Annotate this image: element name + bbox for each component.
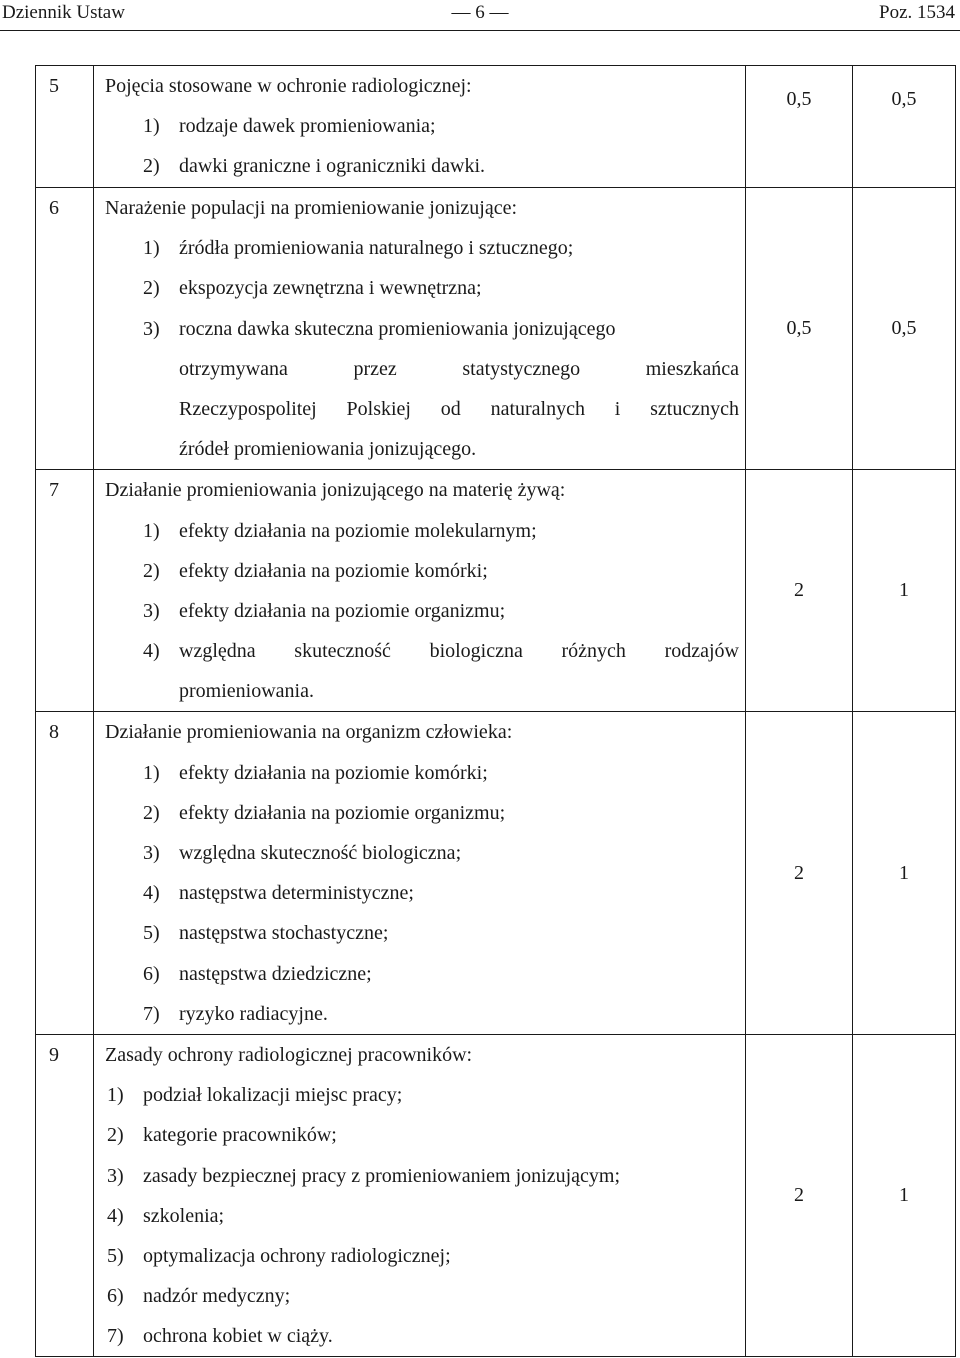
list-item — [105, 994, 739, 1034]
item-text: nadzór medyczny; — [143, 1285, 291, 1308]
topic-title: Narażenie populacji na promieniowanie jonizujące: — [105, 197, 518, 219]
hours-value-1: 2 — [746, 1034, 853, 1357]
hours-value-2: 0,5 — [853, 66, 956, 188]
item-marker: 1) — [143, 115, 160, 138]
item-marker: 2) — [143, 801, 160, 824]
row-topic — [94, 470, 746, 712]
item-text: rodzaje dawek promieniowania; — [179, 115, 436, 138]
item-marker: 3) — [143, 599, 160, 622]
topic-title: Zasady ochrony radiologicznej pracowników: — [105, 1043, 473, 1066]
item-marker: 3) — [143, 842, 160, 864]
item-marker: 1) — [143, 519, 160, 542]
item-marker: 4) — [107, 1204, 124, 1227]
item-text: ekspozycja zewnętrzna i wewnętrzna; — [179, 277, 482, 300]
row-topic — [94, 712, 746, 1035]
item-text: ochrona kobiet w ciąży. — [143, 1325, 333, 1348]
hours-value-2: 1 — [853, 1034, 956, 1357]
item-marker: 2) — [143, 155, 160, 178]
list-item — [105, 511, 739, 551]
hours-value-1: 2 — [746, 712, 853, 1035]
journal-name: Dziennik Ustaw — [2, 2, 125, 23]
item-text: efekty działania na poziomie komórki; — [179, 559, 488, 582]
list-item — [105, 1236, 739, 1276]
table-row — [36, 66, 956, 188]
item-marker: 1) — [107, 1084, 124, 1107]
row-number: 7 — [36, 470, 94, 712]
item-text: efekty działania na poziomie organizmu; — [179, 801, 506, 824]
item-text: względna skuteczność biologiczna różnych rodzajów — [179, 640, 739, 663]
item-text: kategorie pracowników; — [143, 1124, 337, 1147]
hours-value-2: 0,5 — [853, 188, 956, 470]
list-item — [105, 873, 739, 913]
item-marker: 7) — [107, 1325, 124, 1348]
list-item — [105, 913, 739, 953]
item-marker: 3) — [107, 1164, 124, 1187]
list-item — [105, 228, 739, 268]
list-item — [105, 268, 739, 308]
list-item — [105, 146, 739, 186]
item-text: następstwa stochastyczne; — [179, 922, 389, 945]
item-text: dawki graniczne i ograniczniki dawki. — [179, 155, 485, 178]
row-number: 6 — [36, 188, 94, 470]
topic-title: Działanie promieniowania jonizującego na materię żywą: — [105, 479, 566, 502]
item-marker: 6) — [107, 1285, 124, 1308]
topic-title: Pojęcia stosowane w ochronie radiologicznej: — [105, 75, 472, 97]
item-marker: 1) — [143, 761, 160, 784]
list-item — [105, 309, 739, 349]
list-item — [105, 793, 739, 833]
hours-value-2: 1 — [853, 712, 956, 1035]
list-item — [105, 833, 739, 873]
item-text: efekty działania na poziomie molekularnym; — [179, 519, 537, 542]
item-text: następstwa deterministyczne; — [179, 882, 414, 905]
list-item — [105, 551, 739, 591]
row-number: 5 — [36, 66, 94, 188]
item-marker: 6) — [143, 962, 160, 985]
item-marker: 4) — [143, 640, 160, 663]
row-topic — [94, 66, 746, 188]
item-marker: 2) — [107, 1124, 124, 1147]
item-text: źródła promieniowania naturalnego i sztucznego; — [179, 237, 574, 260]
item-marker: 5) — [143, 922, 160, 945]
row-number: 9 — [36, 1034, 94, 1357]
item-text: szkolenia; — [143, 1204, 225, 1227]
list-item — [105, 1276, 739, 1316]
item-marker: 5) — [107, 1244, 124, 1267]
row-topic — [94, 188, 746, 470]
item-text: efekty działania na poziomie organizmu; — [179, 599, 506, 622]
topic-title: Działanie promieniowania na organizm człowieka: — [105, 721, 513, 744]
table-row — [36, 188, 956, 470]
table-row — [36, 712, 956, 1035]
item-text: zasady bezpiecznej pracy z promieniowaniem jonizującym; — [143, 1164, 621, 1187]
list-item — [105, 1156, 739, 1196]
item-text: efekty działania na poziomie komórki; — [179, 761, 488, 784]
item-marker: 2) — [143, 559, 160, 582]
item-marker: 4) — [143, 882, 160, 905]
page-number: — 6 — — [451, 2, 509, 23]
table-row — [36, 470, 956, 712]
item-text: następstwa dziedziczne; — [179, 962, 372, 985]
hours-value-1: 0,5 — [746, 66, 853, 188]
item-text: względna skuteczność biologiczna; — [179, 842, 462, 864]
hours-value-1: 2 — [746, 470, 853, 712]
item-text: podział lokalizacji miejsc pracy; — [143, 1084, 403, 1107]
page-header — [0, 0, 960, 31]
curriculum-table — [35, 65, 956, 1357]
position-number: Poz. 1534 — [879, 2, 955, 23]
list-item — [105, 954, 739, 994]
item-continuation: źródeł promieniowania jonizującego. — [179, 438, 477, 461]
list-item — [105, 631, 739, 671]
table-row — [36, 1034, 956, 1357]
list-item — [105, 591, 739, 631]
item-marker: 1) — [143, 237, 160, 260]
list-item — [105, 1196, 739, 1236]
hours-value-2: 1 — [853, 470, 956, 712]
row-topic — [94, 1034, 746, 1357]
item-continuation: promieniowania. — [179, 680, 314, 703]
item-text: ryzyko radiacyjne. — [179, 1002, 328, 1025]
list-item — [105, 1075, 739, 1115]
item-marker: 3) — [143, 317, 160, 340]
hours-value-1: 0,5 — [746, 188, 853, 470]
list-item — [105, 753, 739, 793]
item-continuation: Rzeczypospolitej Polskiej od naturalnych i sztucznych — [179, 397, 739, 420]
item-text: roczna dawka skuteczna promieniowania jonizującego — [179, 317, 616, 340]
row-number: 8 — [36, 712, 94, 1035]
item-marker: 7) — [143, 1002, 160, 1025]
list-item — [105, 1115, 739, 1155]
item-marker: 2) — [143, 277, 160, 300]
item-continuation: otrzymywana przez statystycznego mieszkańca — [179, 357, 739, 380]
item-text: optymalizacja ochrony radiologicznej; — [143, 1244, 451, 1267]
list-item — [105, 1316, 739, 1356]
list-item — [105, 106, 739, 146]
